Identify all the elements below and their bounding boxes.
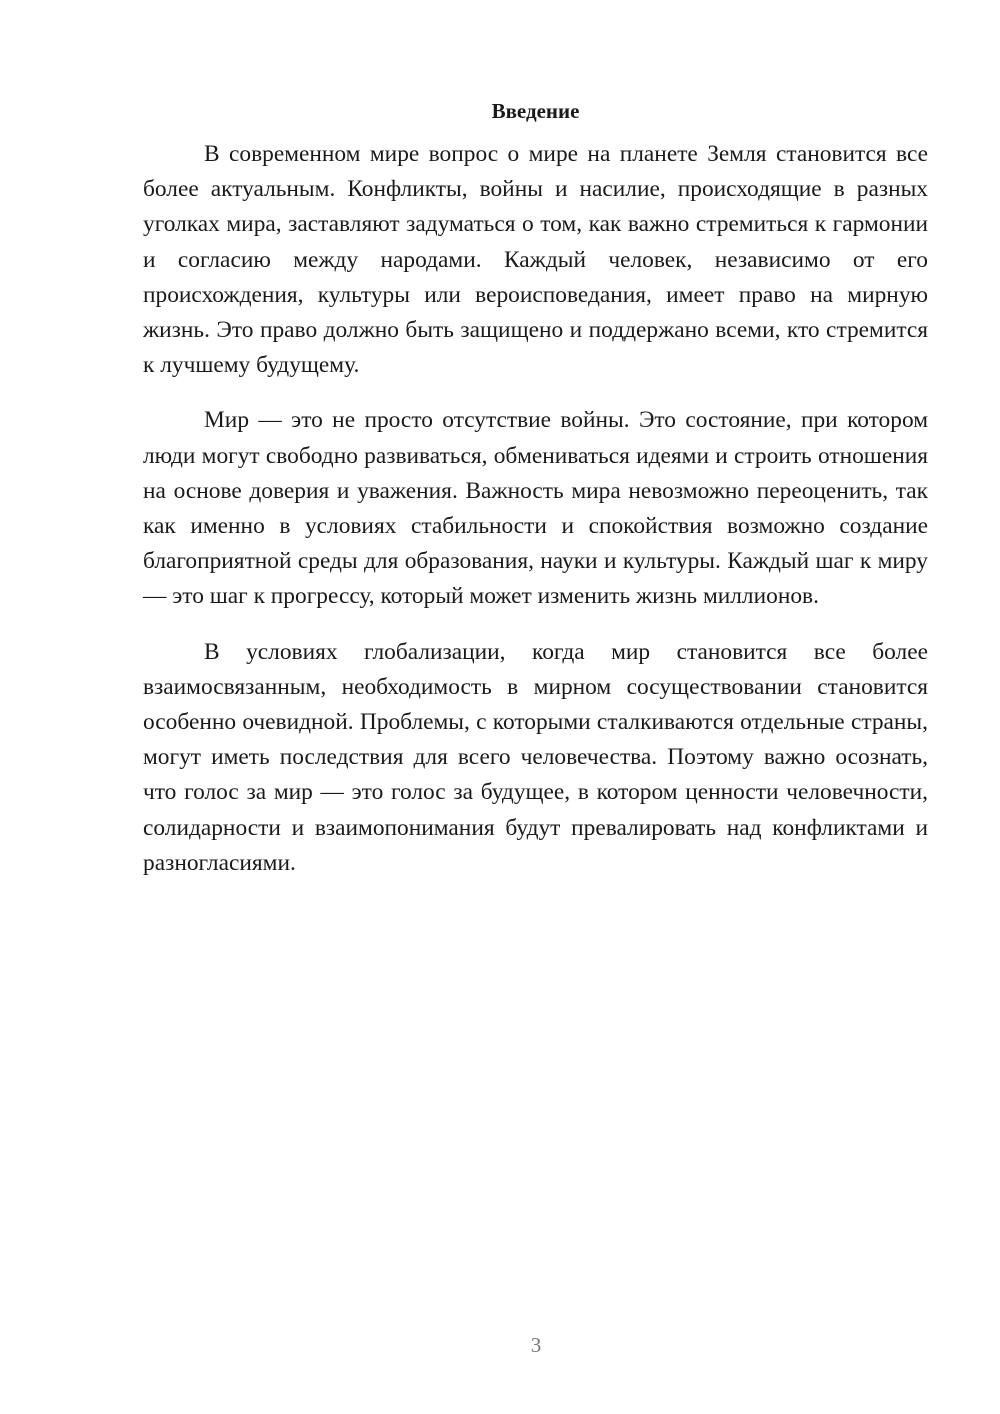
page-number: 3 <box>530 1333 542 1357</box>
page-content <box>143 98 928 901</box>
paragraph-3: В условиях глобализации, когда мир становится все более взаимосвязанным, необходимость в мирном сосуществовании становится особенно очевидной. Проблемы, с которыми сталкиваются отдельные страны, могут иметь последствия для всего человечества. Поэтому важно осознать, что голос за мир — это голос за будущее, в котором ценности человечности, солидарности и взаимопонимания будут превалировать над конфликтами и разногласиями. <box>143 638 928 876</box>
paragraph-2: Мир — это не просто отсутствие войны. Это состояние, при котором люди могут свободно развиваться, обмениваться идеями и строить отношения на основе доверия и уважения. Важность мира невозможно переоценить, так как именно в условиях стабильности и спокойствия возможно создание благоприятной среды для образования, науки и культуры. Каждый шаг к миру — это шаг к прогрессу, который может изменить жизнь миллионов. <box>143 407 928 610</box>
section-heading: Введение <box>491 99 580 123</box>
paragraph-1: В современном мире вопрос о мире на планете Земля становится все более актуальным. Конфликты, войны и насилие, происходящие в разных уголках мира, заставляют задуматься о том, как важно стремиться к гармонии и согласию между народами. Каждый человек, независимо от его происхождения, культуры или вероисповедания, имеет право на мирную жизнь. Это право должно быть защищено и поддержано всеми, кто стремится к лучшему будущему. <box>143 141 928 379</box>
